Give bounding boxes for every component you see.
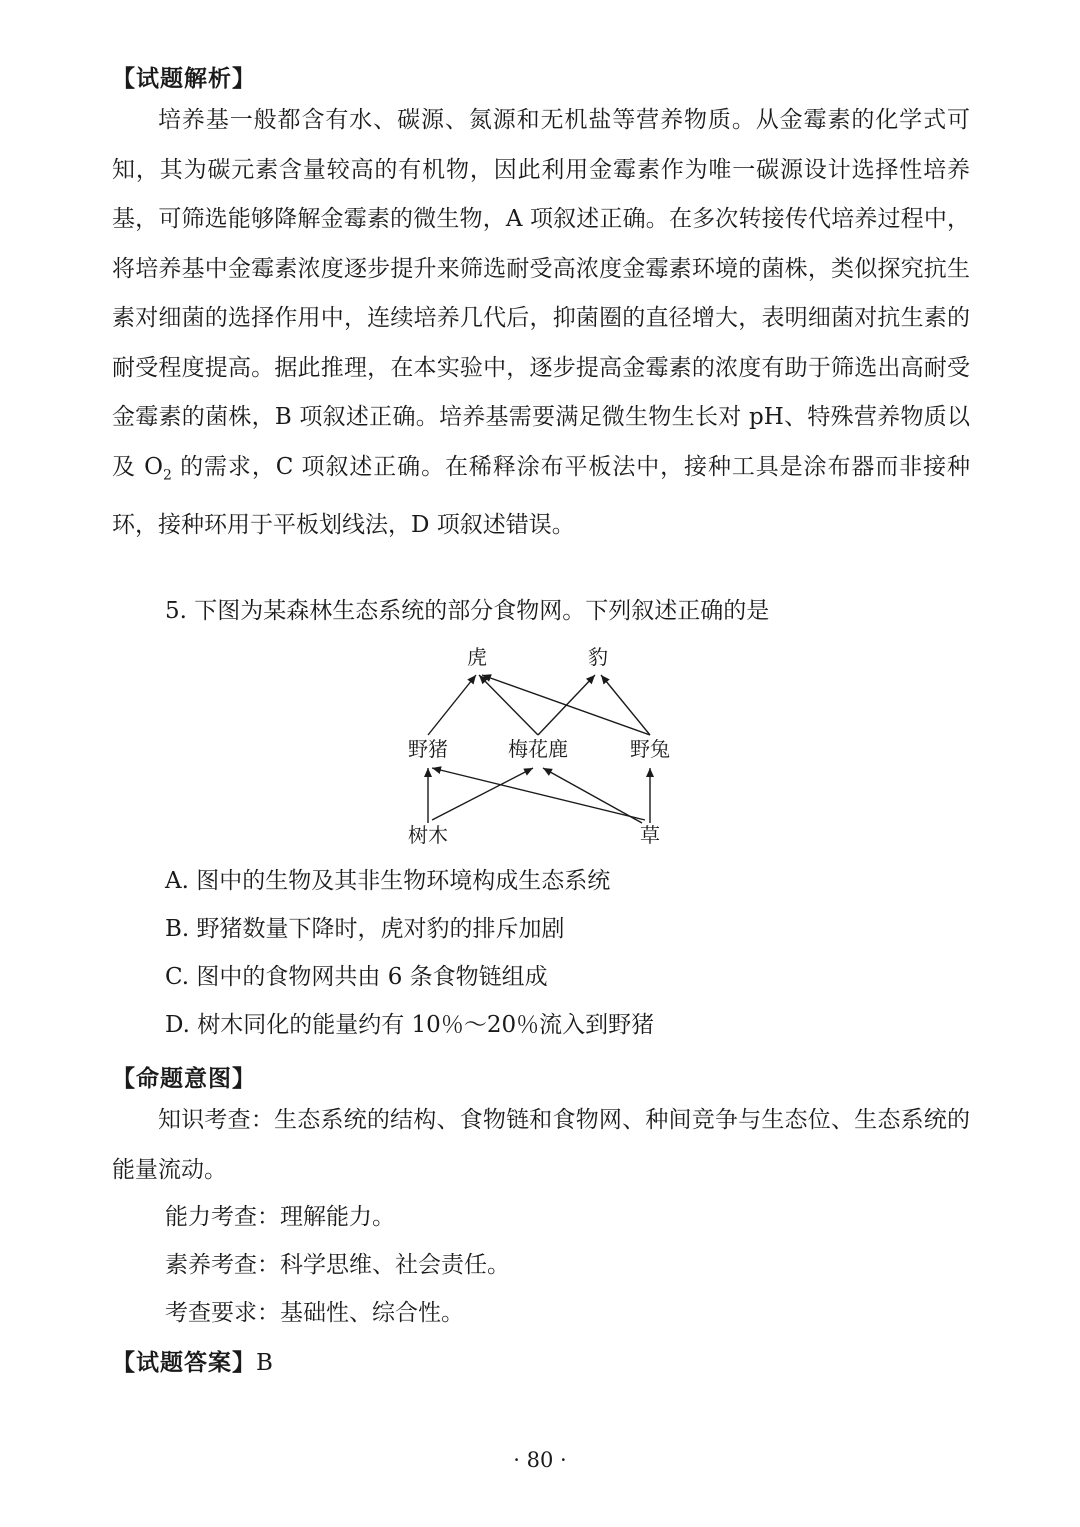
answer-value: B xyxy=(256,1350,274,1376)
option-b: B. 野猪数量下降时，虎对豹的排斥加剧 xyxy=(165,916,565,942)
option-c: C. 图中的食物网共由 6 条食物链组成 xyxy=(165,964,548,990)
option-a: A. 图中的生物及其非生物环境构成生态系统 xyxy=(165,868,611,894)
intent-literacy: 素养考查：科学思维、社会责任。 xyxy=(165,1252,510,1278)
arrow-tree-to-deer xyxy=(432,768,533,820)
node-leopard: 豹 xyxy=(588,645,608,669)
option-d: D. 树木同化的能量约有 10％～20％流入到野猪 xyxy=(165,1012,655,1038)
node-grass: 草 xyxy=(640,823,660,847)
analysis-text-1: 培养基一般都含有水、碳源、氮源和无机盐等营养物质。从金霉素的化学式可知，其为碳元素含量较高的有机物，因此利用金霉素作为唯一碳源设计选择性培养基，可筛选能够降解金霉素的微生物，A 项叙述正确。在多次转接传代培养过程中，将培养基中金霉素浓度逐步提升来筛选耐受高浓度金霉素环境的菌株，类似探究抗生素对细菌的选择作用中，连续培养几代后，抑菌圈的直径增大，表明细菌对抗生素的耐受程度提高。据此推理，在本实验中，逐步提高金霉素的浓度有助于筛选出高耐受金霉素的菌株，B 项叙述正确。培养基需要满足微生物生长对 pH、特殊营养物质以及 O xyxy=(112,107,970,480)
node-hare: 野兔 xyxy=(630,737,670,761)
arrow-grass-to-deer xyxy=(543,768,642,823)
node-tree: 树木 xyxy=(408,823,448,847)
page-number: · 80 · xyxy=(513,1448,567,1472)
arrow-deer-to-leopard xyxy=(538,675,595,735)
node-deer: 梅花鹿 xyxy=(508,737,568,761)
node-tiger: 虎 xyxy=(467,645,487,669)
analysis-heading: 【试题解析】 xyxy=(112,66,256,92)
intent-requirement: 考查要求：基础性、综合性。 xyxy=(165,1300,464,1326)
intent-ability: 能力考查：理解能力。 xyxy=(165,1204,395,1230)
o2-subscript: 2 xyxy=(162,467,172,484)
intent-knowledge: 知识考查：生态系统的结构、食物链和食物网、种间竞争与生态位、生态系统的能量流动。 xyxy=(112,1107,970,1183)
analysis-text-2: 的需求，C 项叙述正确。在稀释涂布平板法中，接种工具是涂布器而非接种环，接种环用于平板划线法，D 项叙述错误。 xyxy=(112,453,970,538)
answer-heading: 【试题答案】 xyxy=(112,1350,256,1376)
analysis-paragraph xyxy=(112,96,970,550)
question-stem: 5. 下图为某森林生态系统的部分食物网。下列叙述正确的是 xyxy=(165,598,770,624)
arrow-grass-to-boar xyxy=(432,768,645,820)
node-boar: 野猪 xyxy=(408,737,448,761)
food-web-diagram xyxy=(380,635,700,855)
intent-heading: 【命题意图】 xyxy=(112,1066,256,1092)
arrow-boar-to-tiger xyxy=(428,675,476,735)
answer-line xyxy=(112,1344,274,1377)
